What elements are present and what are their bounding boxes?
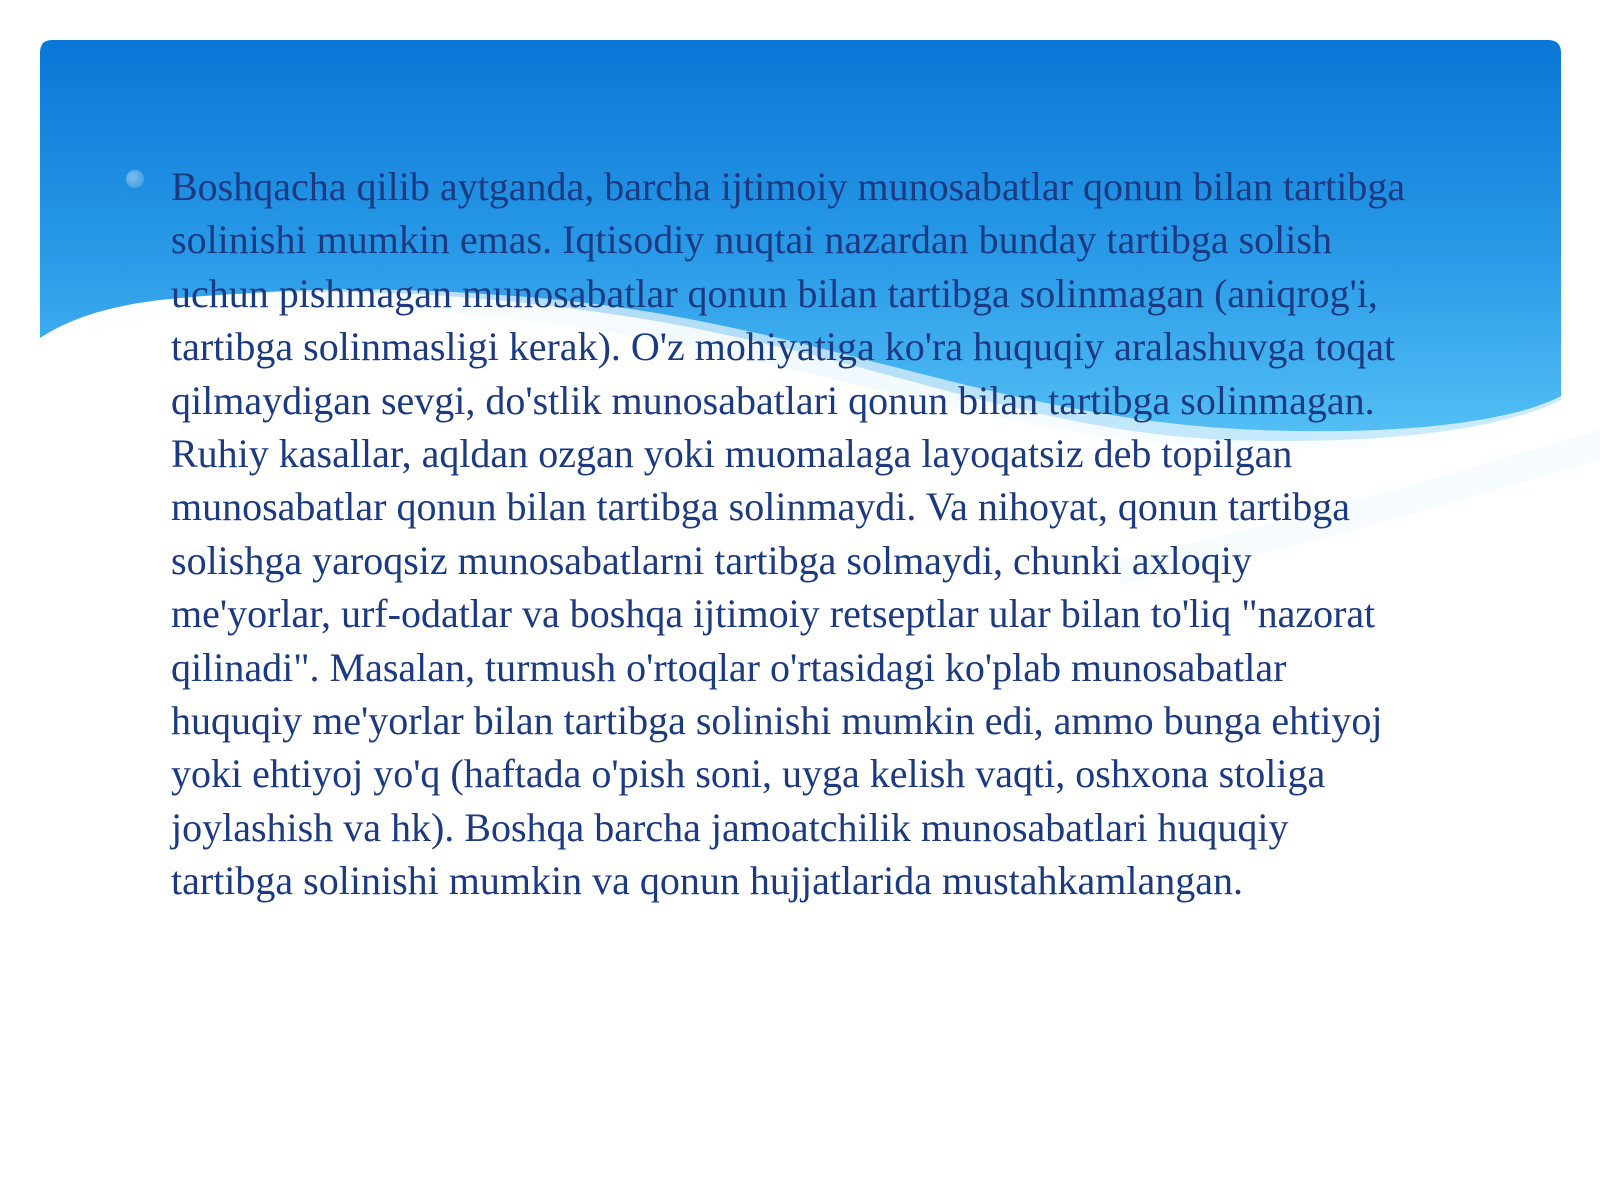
bullet-item [126, 160, 1426, 908]
bullet-dot-icon [126, 170, 144, 188]
body-paragraph: Boshqacha qilib aytganda, barcha ijtimoiy munosabatlar qonun bilan tartibga solinishi mumkin emas. Iqtisodiy nuqtai nazardan bunday tartibga solish uchun pishmagan munosabatlar qonun bilan tartibga solinmagan (aniqrog'i, tartibga solinmasligi kerak). O'z mohiyatiga ko'ra huquqiy aralashuvga toqat qilmaydigan sevgi, do'stlik munosabatlari qonun bilan tartibga solinmagan. Ruhiy kasallar, aqldan ozgan yoki muomalaga layoqatsiz deb topilgan munosabatlar qonun bilan tartibga solinmaydi. Va nihoyat, qonun tartibga solishga yaroqsiz munosabatlarni tartibga solmaydi, chunki axloqiy me'yorlar, urf-odatlar va boshqa ijtimoiy retseptlar ular bilan to'liq "nazorat qilinadi". Masalan, turmush o'rtoqlar o'rtasidagi ko'plab munosabatlar huquqiy me'yorlar bilan tartibga solinishi mumkin edi, ammo bunga ehtiyoj yoki ehtiyoj yo'q (haftada o'pish soni, uyga kelish vaqti, oshxona stoliga joylashish va hk). Boshqa barcha jamoatchilik munosabatlari huquqiy tartibga solinishi mumkin va qonun hujjatlarida mustahkamlangan. [171, 164, 1406, 904]
